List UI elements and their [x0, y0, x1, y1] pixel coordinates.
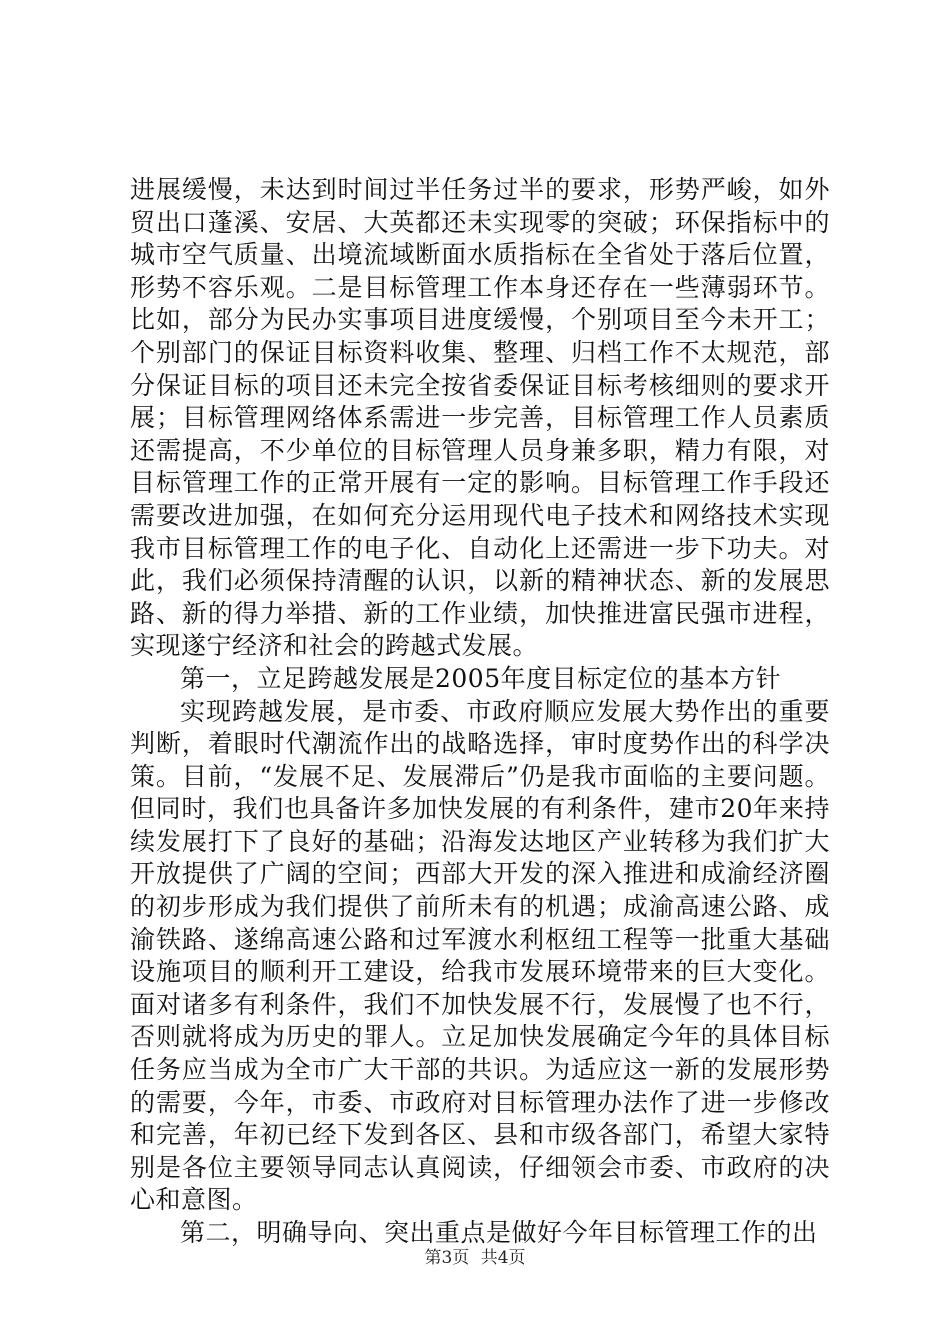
- page-number: 第3页: [424, 1248, 470, 1268]
- page-footer: [0, 1243, 950, 1268]
- section-heading-second: 第二，明确导向、突出重点是做好今年目标管理工作的出: [180, 1218, 818, 1247]
- paragraph-body: 实现跨越发展，是市委、市政府顺应发展大势作出的重要判断，着眼时代潮流作出的战略选择，审时度势作出的科学决策。目前，“发展不足、发展滞后”仍是我市面临的主要问题。但同时，我们也具备许多加快发展的有利条件，建市20年来持续发展打下了良好的基础；沿海发达地区产业转移为我们扩大开放提供了广阔的空间；西部大开发的深入推进和成渝经济圈的初步形成为我们提供了前所未有的机遇；成渝高速公路、成渝铁路、遂绵高速公路和过军渡水利枢纽工程等一批重大基础设施项目的顺利开工建设，给我市发展环境带来的巨大变化。面对诸多有利条件，我们不加快发展不行，发展慢了也不行，否则就将成为历史的罪人。立足加快发展确定今年的具体目标任务应当成为全市广大干部的共识。为适应这一新的发展形势的需要，今年，市委、市政府对目标管理办法作了进一步修改和完善，年初已经下发到各区、县和市级各部门，希望大家特别是各位主要领导同志认真阅读，仔细领会市委、市政府的决心和意图。: [130, 696, 830, 1215]
- section-heading-first: 第一，立足跨越发展是2005年度目标定位的基本方针: [180, 663, 782, 693]
- document-body: [130, 174, 830, 1250]
- page-total: 共4页: [480, 1248, 526, 1268]
- paragraph-continuation: 进展缓慢，未达到时间过半任务过半的要求，形势严峻，如外贸出口蓬溪、安居、大英都还未实现零的突破；环保指标中的城市空气质量、出境流域断面水质指标在全省处于落后位置，形势不容乐观。二是目标管理工作本身还存在一些薄弱环节。比如，部分为民办实事项目进度缓慢，个别项目至今未开工；个别部门的保证目标资料收集、整理、归档工作不太规范，部分保证目标的项目还未完全按省委保证目标考核细则的要求开展；目标管理网络体系需进一步完善，目标管理工作人员素质还需提高，不少单位的目标管理人员身兼多职，精力有限，对目标管理工作的正常开展有一定的影响。目标管理工作手段还需要改进加强，在如何充分运用现代电子技术和网络技术实现我市目标管理工作的电子化、自动化上还需进一步下功夫。对此，我们必须保持清醒的认识，以新的精神状态、新的发展思路、新的得力举措、新的工作业绩，加快推进富民强市进程，实现遂宁经济和社会的跨越式发展。: [130, 175, 830, 661]
